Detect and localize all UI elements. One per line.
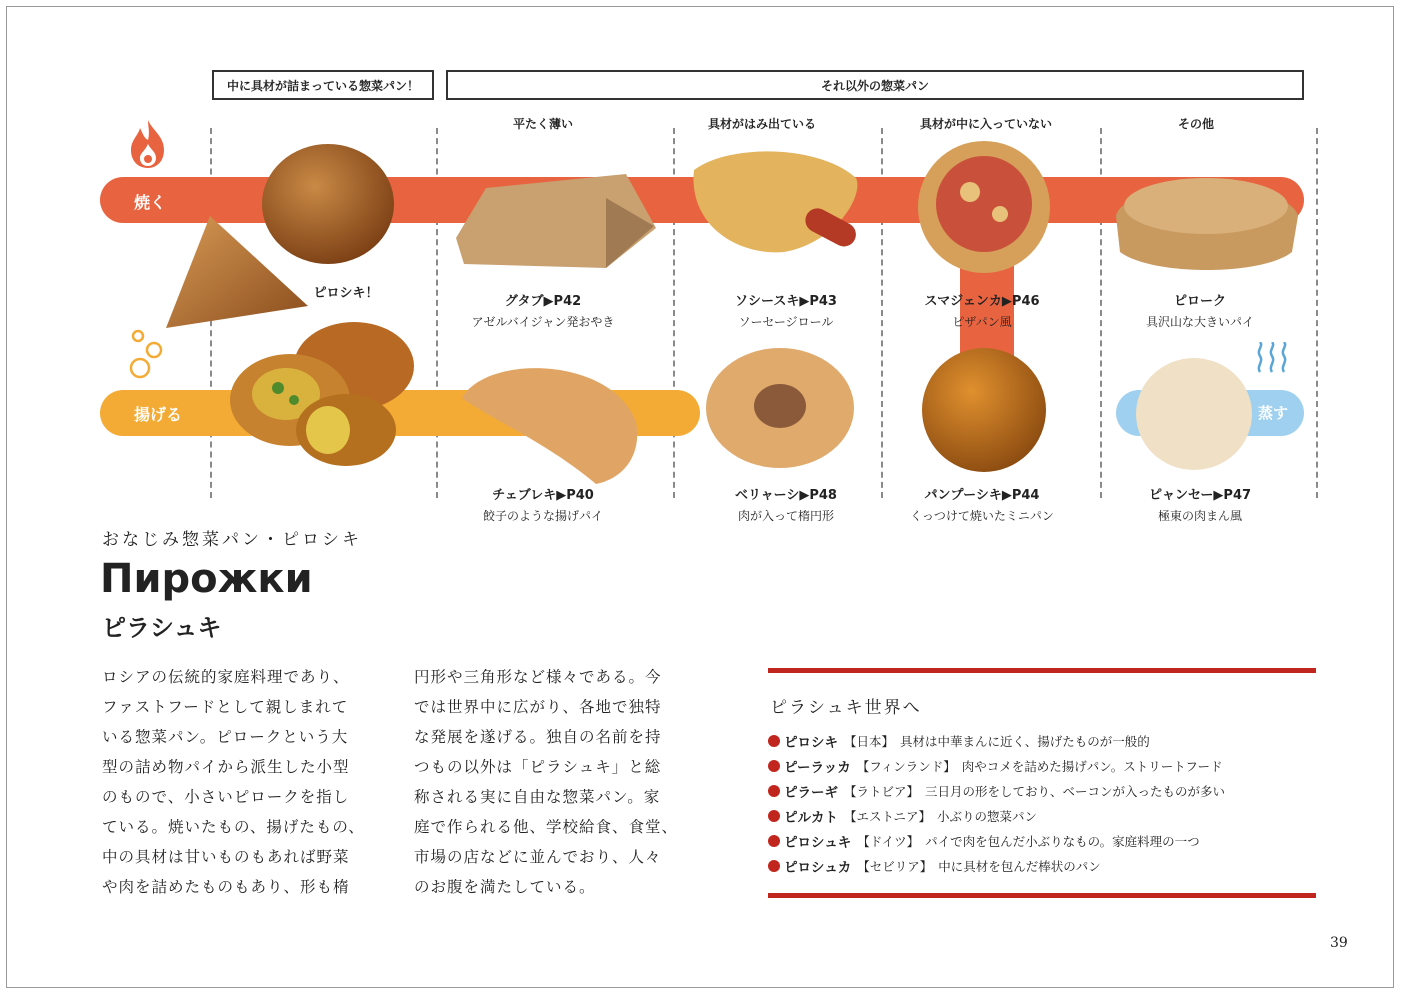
body-line: な発展を遂げる。独自の名前を持 [414,728,662,746]
caption-pampushki [910,484,1054,524]
body-column-2 [414,662,678,902]
caption-pyanse [1149,484,1251,524]
body-line: ロシアの伝統的家庭料理であり、 [102,668,350,686]
subhead-flat: 平たく薄い [512,117,574,131]
bullet-dot-icon [768,735,780,747]
bread-name: グタブ▶P42 [504,294,582,309]
header-box-other [446,70,1304,100]
body-line: いる惣菜パン。ピロークという大 [102,728,349,746]
sidebar-item-text: 小ぶりの惣菜パン [937,809,1038,824]
qutab-image [456,168,656,272]
sidebar-item-country: 【エストニア】 [844,809,932,824]
subhead-other: その他 [1177,117,1215,131]
bread-desc: アゼルバイジャン発おやき [471,315,615,329]
sidebar-item [768,756,1222,776]
bake-label: 焼く [134,193,167,212]
body-line: 円形や三角形など様々である。今 [414,668,662,686]
oil-bubbles-icon [128,328,164,380]
pyanse-image [1134,356,1254,472]
bread-name: ベリャーシ▶P48 [735,488,837,503]
sidebar-item-text: 三日月の形をしており、ベーコンが入ったものが多い [925,784,1226,799]
sidebar-title: ピラシュキ世界へ [770,698,922,718]
sidebar-item [768,781,1225,801]
body-line: つもの以外は「ピラシュキ」と総 [414,758,662,776]
sosiska-image [688,144,864,256]
body-line: のもので、小さいピロークを指し [102,788,350,806]
sidebar-item-country: 【セビリア】 [857,859,933,874]
bullet-dot-icon [768,760,780,772]
body-line: 型の詰め物パイから派生した小型 [102,758,350,776]
sidebar-item [768,831,1200,851]
bread-name: スマジェンカ▶P46 [924,294,1040,309]
body-column-1 [102,662,365,902]
header-box-filled [212,70,434,100]
sidebar-item-country: 【日本】 [844,734,895,749]
sidebar-item-country: 【ドイツ】 [857,834,920,849]
body-line: ファストフードとして親しまれて [102,698,349,716]
header-box-other-label: それ以外の惣菜パン [820,78,929,93]
sidebar-item-name: ピロシュキ [784,835,852,851]
subhead-not-inside: 具材が中に入っていない [919,117,1053,131]
steam-label: 蒸す [1258,404,1289,422]
sidebar-top-rule [768,668,1316,673]
body-line: 称される実に自由な惣菜パン。家 [414,788,661,806]
body-line: 市場の店などに並んでおり、人々 [414,848,662,866]
bullet-dot-icon [768,785,780,797]
article-kicker: おなじみ惣菜パン・ピロシキ [102,530,362,550]
sidebar-item-country: 【ラトビア】 [844,784,920,799]
body-line: や肉を詰めたものもあり、形も楕 [102,878,350,896]
caption-belyashi [735,484,837,524]
bread-desc: 餃子のような揚げパイ [482,509,604,523]
bread-desc: ソーセージロール [738,315,834,329]
article-title-japanese: ピラシュキ [102,614,222,642]
article-title-russian: Пирожки [100,556,313,602]
bread-desc: 肉が入って楕円形 [737,509,834,523]
body-line: 中の具材は甘いものもあれば野菜 [102,848,350,866]
flame-icon [126,118,170,170]
smazhenka-image [912,140,1056,274]
bread-name: パンプーシキ▶P44 [924,488,1040,503]
bread-name: ピロシキ！ [313,286,379,301]
bread-name: チェブレキ▶P40 [492,488,594,503]
caption-pirog [1146,290,1254,330]
sidebar-item-name: ピラーギ [784,785,838,801]
caption-pirozhki [313,282,378,301]
body-line: ている。焼いたもの、揚げたもの、 [102,818,365,836]
caption-qutab [472,290,615,330]
bread-desc: くっつけて焼いたミニパン [910,509,1054,523]
sidebar-item-text: パイで肉を包んだ小ぶりなもの。家庭料理の一つ [925,834,1200,849]
bread-desc: ピザパン風 [952,315,1012,329]
sidebar-bottom-rule [768,893,1316,898]
sidebar-item [768,856,1101,876]
column-divider [1316,128,1318,498]
body-line: 庭で作られる他、学校給食、食堂、 [414,818,679,836]
bullet-dot-icon [768,835,780,847]
bullet-dot-icon [768,860,780,872]
caption-sosiska [735,290,837,330]
pampushki-image [916,346,1052,474]
steam-icon [1254,342,1294,374]
sidebar-item-text: 肉やコメを詰めた揚げパン。ストリートフード [961,759,1223,774]
subhead-sticking-out: 具材がはみ出ている [707,117,817,131]
sidebar-item-name: ピーラッカ [784,760,851,776]
sidebar-item-name: ピロシュカ [784,860,852,876]
belyashi-image [704,346,856,470]
body-line: のお腹を満たしている。 [414,878,596,896]
bread-desc: 具沢山な大きいパイ [1145,315,1255,329]
pirog-image [1112,166,1302,278]
sidebar-item-name: ピロシキ [784,735,838,751]
bread-name: ピローク [1173,294,1227,309]
sidebar-item-text: 具材は中華まんに近く、揚げたものが一般的 [900,734,1150,749]
chebureki-image [456,352,644,488]
sidebar-item [768,806,1037,826]
body-line: では世界中に広がり、各地で独特 [414,698,662,716]
fry-label: 揚げる [134,405,183,424]
page-number: 39 [1330,935,1348,951]
bullet-dot-icon [768,810,780,822]
bread-desc: 極東の肉まん風 [1157,509,1243,523]
sidebar-item [768,731,1150,751]
bread-name: ソシースキ▶P43 [735,294,837,309]
pirozhki-fried-image [226,312,416,472]
bread-name: ピャンセー▶P47 [1148,488,1252,503]
caption-chebureki [483,484,603,524]
sidebar-item-text: 中に具材を包んだ棒状のパン [938,859,1101,874]
header-box-filled-label: 中に具材が詰まっている惣菜パン！ [226,78,419,93]
sidebar-item-name: ピルカト [784,810,838,826]
sidebar-item-country: 【フィンランド】 [856,759,956,774]
caption-smazhenka [924,290,1039,330]
